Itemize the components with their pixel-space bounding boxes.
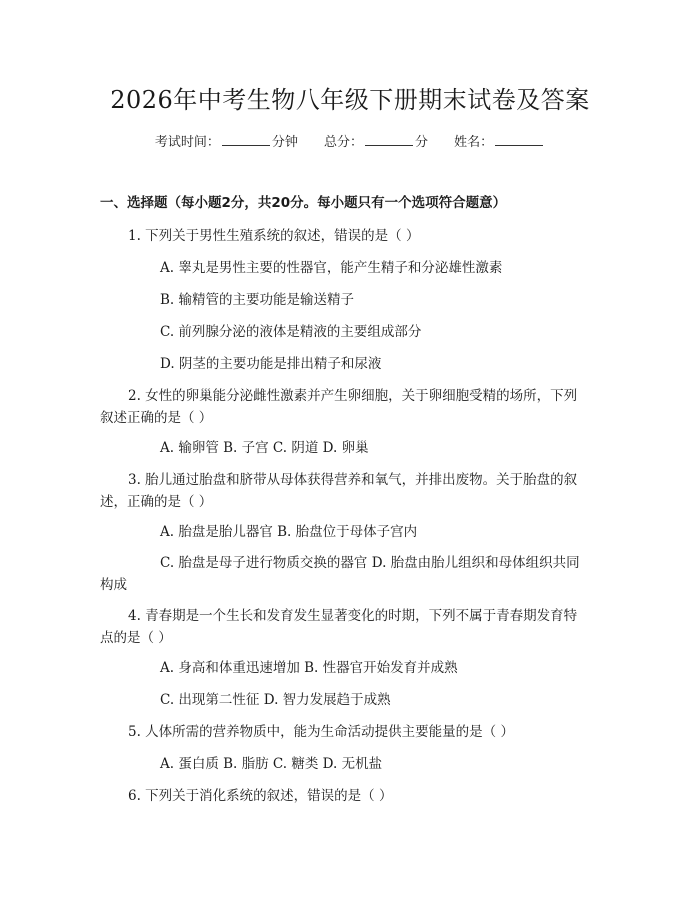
exam-time-blank (222, 133, 270, 146)
question-6-stem: 6. 下列关于消化系统的叙述，错误的是（ ） (128, 788, 393, 804)
question-5-stem: 5. 人体所需的营养物质中，能为生命活动提供主要能量的是（ ） (128, 724, 514, 740)
question-1-option-b: B. 输精管的主要功能是输送精子 (160, 292, 355, 308)
question-1-option-d: D. 阴茎的主要功能是排出精子和尿液 (160, 356, 382, 372)
question-1-stem: 1. 下列关于男性生殖系统的叙述，错误的是（ ） (128, 228, 420, 244)
question-3-stem-cont: 述，正确的是（ ） (100, 494, 213, 510)
student-name-label: 姓名： (454, 135, 494, 150)
question-3-options-ab: A. 胎盘是胎儿器官 B. 胎盘位于母体子宫内 (160, 524, 418, 540)
total-score-unit: 分 (415, 135, 429, 150)
question-3-stem: 3. 胎儿通过胎盘和脐带从母体获得营养和氧气，并排出废物。关于胎盘的叙 (128, 472, 578, 488)
exam-meta (0, 131, 700, 150)
question-4-options-ab: A. 身高和体重迅速增加 B. 性器官开始发育并成熟 (160, 660, 458, 676)
student-name-blank (495, 133, 543, 146)
question-2-stem: 2. 女性的卵巢能分泌雌性激素并产生卵细胞，关于卵细胞受精的场所，下列 (128, 388, 578, 404)
page-title: 2026年中考生物八年级下册期末试卷及答案 (110, 86, 590, 114)
exam-time-unit: 分钟 (271, 135, 298, 150)
exam-time-field (155, 131, 298, 150)
student-name-field (454, 131, 545, 150)
question-1-option-a: A. 睾丸是男性主要的性器官，能产生精子和分泌雄性激素 (160, 260, 503, 276)
question-4-stem-cont: 点的是（ ） (100, 630, 172, 646)
total-score-label: 总分： (323, 135, 363, 150)
section-heading: 一、选择题（每小题2分，共20分。每小题只有一个选项符合题意） (100, 195, 507, 211)
question-2-stem-cont: 叙述正确的是（ ） (100, 410, 213, 426)
question-3-options-cont: 构成 (100, 577, 127, 593)
question-4-stem: 4. 青春期是一个生长和发育发生显著变化的时期，下列不属于青春期发育特 (128, 608, 578, 624)
question-2-options: A. 输卵管 B. 子宫 C. 阴道 D. 卵巢 (160, 440, 369, 456)
question-5-options: A. 蛋白质 B. 脂肪 C. 糖类 D. 无机盐 (160, 756, 383, 772)
question-1-option-c: C. 前列腺分泌的液体是精液的主要组成部分 (160, 324, 422, 340)
exam-time-label: 考试时间： (154, 135, 220, 150)
total-score-field (324, 131, 428, 150)
question-3-options-cd: C. 胎盘是母子进行物质交换的器官 D. 胎盘由胎儿组织和母体组织共同 (160, 555, 580, 571)
total-score-blank (365, 133, 413, 146)
question-4-options-cd: C. 出现第二性征 D. 智力发展趋于成熟 (160, 692, 391, 708)
